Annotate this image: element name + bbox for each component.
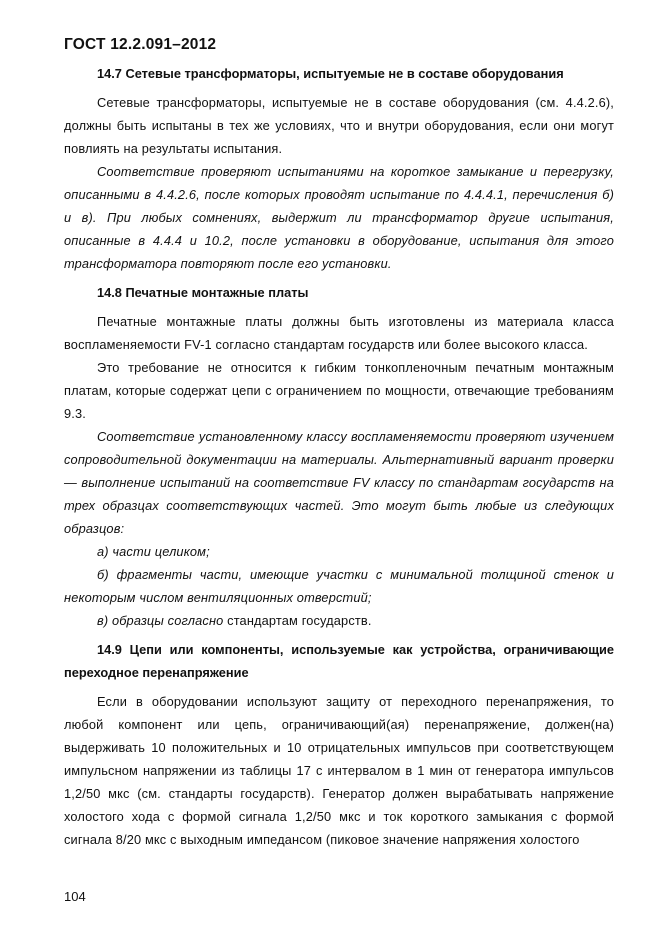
text-italic: на трех образцах соответствующих частей. Это могут быть любые из следующих образцов: xyxy=(64,475,614,536)
page-content xyxy=(64,62,614,851)
paragraph: Это требование не относится к гибким тонкопленочным печатным монтажным платам, которые содержат цепи с ограничением по мощности, отвечающие требованиям 9.3. xyxy=(64,360,614,421)
text-italic: Соответствие установленному классу воспламеняемости проверяют изучением сопроводительной документации на материалы. Альтернативный вариант проверки — выполнение испытаний на соответствие FV классу по стандартам государств xyxy=(64,429,614,490)
section-heading-14-8: 14.8 Печатные монтажные платы xyxy=(97,285,309,300)
text-regular: стандартам государств. xyxy=(223,613,372,628)
text-italic: в) образцы согласно xyxy=(97,613,224,628)
document-header: ГОСТ 12.2.091–2012 xyxy=(64,36,217,53)
paragraph-compliance: Соответствие проверяют испытаниями на короткое замыкание и перегрузку, описанными в 4.4.2.6, после которых проводят испытание по 4.4.4.1, перечисления б) и в). При любых сомнениях, выдержит ли трансформатор другие испытания, описанные в 4.4.4 и 10.2, после установки в оборудование, испытания для этого трансформатора повторяют после его установки. xyxy=(64,164,614,271)
section-heading-14-7: 14.7 Сетевые трансформаторы, испытуемые не в составе оборудования xyxy=(97,66,564,81)
paragraph-compliance xyxy=(64,425,614,540)
list-item xyxy=(64,609,614,632)
paragraph: Если в оборудовании используют защиту от переходного перенапряжения, то любой компонент или цепь, ограничивающий(ая) перенапряжение, должен(на) выдерживать 10 положительных и 10 отрицательных импульсов при соответствующем импульсном напряжении из таблицы 17 с интервалом в 1 мин от генератора импульсов 1,2/50 мкс (см. стандарты государств). Генератор должен вырабатывать напряжение холостого хода с формой сигнала 1,2/50 мкс и ток короткого замыкания с формой сигнала 8/20 мкс с выходным импедансом (пиковое значение напряжения холостого xyxy=(64,694,614,847)
page-number: 104 xyxy=(64,889,86,904)
list-item: а) части целиком; xyxy=(97,544,210,559)
paragraph: Печатные монтажные платы должны быть изготовлены из материала класса воспламеняемости FV-1 согласно стандартам государств или более высокого класса. xyxy=(64,314,614,352)
list-item: б) фрагменты части, имеющие участки с минимальной толщиной стенок и некоторым числом вентиляционных отверстий; xyxy=(64,567,614,605)
section-heading-14-9: 14.9 Цепи или компоненты, используемые как устройства, ограничивающие переходное перенапряжение xyxy=(64,642,614,680)
paragraph: Сетевые трансформаторы, испытуемые не в составе оборудования (см. 4.4.2.6), должны быть испытаны в тех же условиях, что и внутри оборудования, если они могут повлиять на результаты испытания. xyxy=(64,95,614,156)
